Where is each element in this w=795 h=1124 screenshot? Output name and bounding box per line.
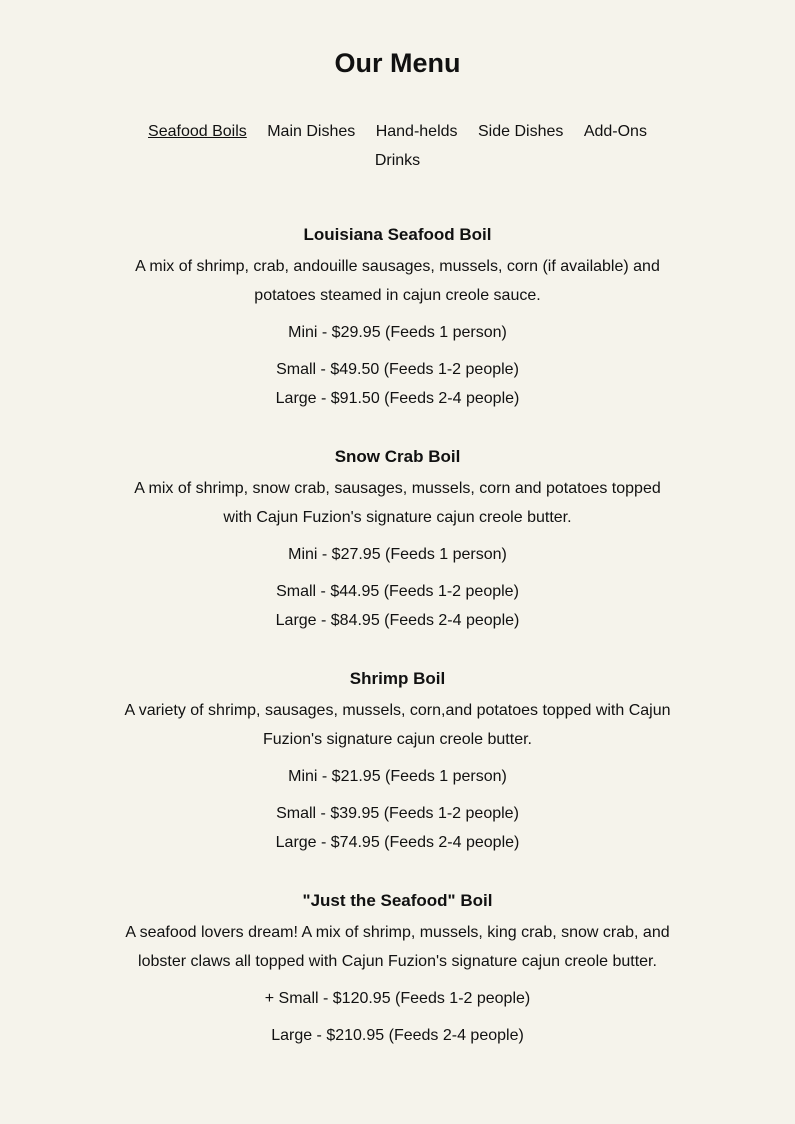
- menu-item-description: A seafood lovers dream! A mix of shrimp, mussels, king crab, snow crab, and lobster claws all topped with Cajun Fuzion's signature cajun creole butter.: [125, 924, 670, 970]
- menu-item-price: Mini - $21.95 (Feeds 1 person): [288, 768, 507, 785]
- menu-item: [122, 443, 673, 635]
- menu-item-price: Small - $39.95 (Feeds 1-2 people): [276, 805, 519, 822]
- menu-item-name: Snow Crab Boil: [334, 447, 461, 466]
- nav-main-dishes[interactable]: Main Dishes: [267, 123, 356, 140]
- menu-item-description: A variety of shrimp, sausages, mussels, corn,and potatoes topped with Cajun Fuzion's signature cajun creole butter.: [124, 702, 671, 748]
- menu-item-price: Large - $74.95 (Feeds 2-4 people): [275, 834, 520, 851]
- menu-item-price: Large - $210.95 (Feeds 2-4 people): [271, 1027, 524, 1044]
- menu-item-name: "Just the Seafood" Boil: [302, 891, 493, 910]
- menu-item-name: Shrimp Boil: [349, 669, 446, 688]
- menu-item-name: Louisiana Seafood Boil: [303, 225, 492, 244]
- nav-hand-helds[interactable]: Hand-helds: [375, 123, 458, 140]
- page-title: Our Menu: [334, 48, 461, 78]
- menu-item: [122, 887, 673, 1050]
- menu-item-price: Large - $91.50 (Feeds 2-4 people): [275, 390, 520, 407]
- menu-item-price: Mini - $27.95 (Feeds 1 person): [288, 546, 507, 563]
- menu-item-price: Small - $49.50 (Feeds 1-2 people): [276, 361, 519, 378]
- menu-item-price: Small - $44.95 (Feeds 1-2 people): [276, 583, 519, 600]
- menu-item: [122, 665, 673, 857]
- menu-item-price: + Small - $120.95 (Feeds 1-2 people): [264, 990, 531, 1007]
- menu-item-price: Large - $84.95 (Feeds 2-4 people): [275, 612, 520, 629]
- nav-add-ons[interactable]: Add-Ons: [583, 123, 647, 140]
- nav-seafood-boils[interactable]: Seafood Boils: [148, 123, 247, 140]
- nav-side-dishes[interactable]: Side Dishes: [477, 123, 564, 140]
- menu-item-description: A mix of shrimp, crab, andouille sausages, mussels, corn (if available) and potatoes steamed in cajun creole sauce.: [135, 258, 660, 304]
- menu-list: [122, 221, 673, 1080]
- menu-item-description: A mix of shrimp, snow crab, sausages, mussels, corn and potatoes topped with Cajun Fuzion's signature cajun creole butter.: [134, 480, 661, 526]
- nav-drinks[interactable]: Drinks: [374, 152, 421, 169]
- menu-category-nav: [130, 117, 665, 175]
- menu-item: [122, 221, 673, 413]
- menu-item-price: Mini - $29.95 (Feeds 1 person): [288, 324, 507, 341]
